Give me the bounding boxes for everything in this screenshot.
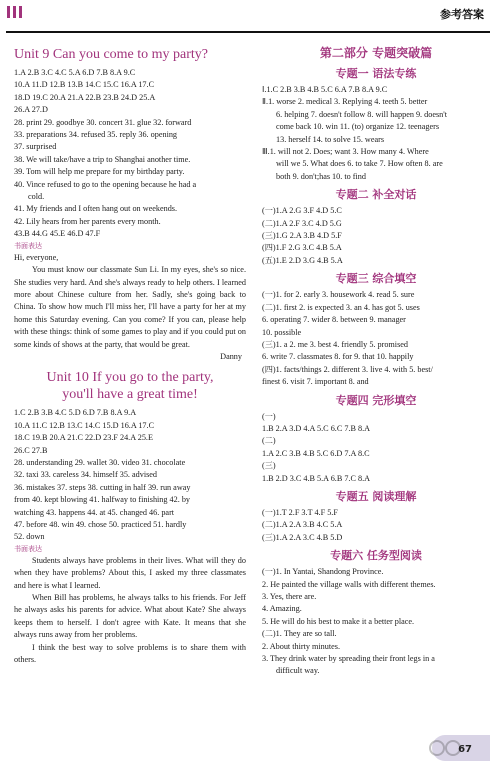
answer-line: (二)1.A 2.A 3.B 4.C 5.A <box>262 520 343 530</box>
answer-line: finest 6. visit 7. important 8. and <box>262 377 369 387</box>
answer-line: 10. possible <box>262 327 302 337</box>
answer-line: 43.B 44.G 45.E 46.D 47.F <box>14 229 101 239</box>
answer-line: 1.A 2.B 3.C 4.C 5.A 6.D 7.B 8.A 9.C <box>14 68 136 77</box>
answer-line: (三) <box>262 461 276 471</box>
answer-line: 13. herself 14. to solve 15. wears <box>276 134 385 144</box>
answer-line: 28. print 29. goodbye 30. concert 31. glue 32. forward <box>14 117 192 127</box>
answer-line: 52. down <box>14 532 45 542</box>
right-column <box>262 44 490 678</box>
answer-line: Ⅰ.1.C 2.B 3.B 4.B 5.C 6.A 7.B 8.A 9.C <box>262 85 388 94</box>
writing-section-label: 书面表达 <box>14 544 42 553</box>
answer-line: 32. taxi 33. careless 34. himself 35. advised <box>14 470 158 480</box>
topic2-title: 专题二 补全对话 <box>335 188 417 202</box>
answer-line: 6. write 7. classmates 8. for 9. that 10. happily <box>262 352 414 362</box>
answer-line: 5. He will do his best to make it a better place. <box>262 616 415 626</box>
answer-line: 36. mistakes 37. steps 38. cutting in half 39. run away <box>14 482 191 492</box>
header-rule <box>6 31 490 33</box>
answer-line: 3. Yes, there are. <box>262 592 317 601</box>
essay-greeting: Hi, everyone, <box>14 252 59 262</box>
answer-line: Ⅲ.1. will not 2. Does; want 3. How many 4. Where <box>262 147 429 157</box>
page-header <box>0 0 500 40</box>
answer-line: 10.A 11.C 12.B 13.C 14.C 15.D 16.A 17.C <box>14 420 155 430</box>
essay-paragraph: I think the best way to solve problems is to share them with others. <box>14 642 246 665</box>
answer-line: (三)1. a 2. me 3. best 4. friendly 5. promised <box>262 339 408 349</box>
unit9-title: Unit 9 Can you come to my party? <box>14 47 209 62</box>
unit10-title <box>14 369 246 403</box>
answer-line: come back 10. win 11. (to) organize 12. teenagers <box>276 122 440 132</box>
topic5-title: 专题五 阅读理解 <box>335 489 417 503</box>
topic3-title: 专题三 综合填空 <box>335 272 417 286</box>
answer-line: from 40. kept blowing 41. halfway to finishing 42. by <box>14 495 191 505</box>
part-title: 第二部分 专题突破篇 <box>319 46 433 60</box>
answer-line: (一)1. In Yantai, Shandong Province. <box>262 567 384 577</box>
topic4-title: 专题四 完形填空 <box>335 393 417 407</box>
essay-signature: Danny <box>220 351 242 361</box>
answer-line: (二)1. They are so tall. <box>262 629 337 639</box>
answer-line: 1.C 2.B 3.B 4.C 5.D 6.D 7.B 8.A 9.A <box>14 408 137 418</box>
answer-line: (四)1.F 2.G 3.C 4.B 5.A <box>262 243 342 253</box>
unit10-title-line1: Unit 10 If you go to the party, <box>46 370 214 386</box>
answer-line: 26.C 27.B <box>14 445 48 455</box>
topic1-title: 专题一 语法专练 <box>335 67 417 80</box>
topic6-title: 专题六 任务型阅读 <box>330 549 422 563</box>
answer-line: 6. operating 7. wider 8. between 9. manager <box>262 315 406 325</box>
unit9-answers <box>14 67 246 241</box>
answer-line: 38. We will take/have a trip to Shanghai another time. <box>14 154 191 164</box>
essay-paragraph: When Bill has problems, he always talks to his friends. For Jeff he always asks his parents for advice. What about Kate? She always keeps them to herself. I don't agree with Kate. It means that she always runs away from her problems. <box>14 593 246 640</box>
answer-line: 33. preparations 34. refused 35. reply 36. opening <box>14 130 178 140</box>
answer-line: Ⅱ.1. worse 2. medical 3. Replying 4. teeth 5. better <box>262 97 428 107</box>
unit10-answers <box>14 407 246 543</box>
answer-line: (四)1. facts/things 2. different 3. live 4. with 5. best/ <box>262 364 433 374</box>
answer-line: 3. They drink water by spreading their front legs in a <box>262 654 435 664</box>
answer-line: will we 5. What does 6. to take 7. How often 8. are <box>276 159 443 169</box>
page-number: 67 <box>458 743 472 755</box>
essay-paragraph: You must know our classmate Sun Li. In my eyes, she's so nice. She studies very hard. And she's always ready to help others. I learned more about Chinese culture from her. Sadly, she's going back to China. To show how much I'll miss her, I'll have a party for her at my home this Saturday evening. Can you come? If you can, please help with these things: think of some games to play and if you could put on some kinds of shows at the party, that would be great. <box>14 265 246 349</box>
answer-line: 40. Vince refused to go to the opening because he had a <box>14 179 197 189</box>
answer-line: (三)1.A 2.A 3.C 4.B 5.D <box>262 532 343 542</box>
answer-line: 1.B 2.D 3.C 4.B 5.A 6.B 7.C 8.A <box>262 473 371 483</box>
answer-line: 47. before 48. win 49. chose 50. practiced 51. hardly <box>14 520 187 529</box>
answer-line: (二)1.A 2.F 3.C 4.D 5.G <box>262 218 342 228</box>
answer-line: 1.A 2.C 3.B 4.B 5.C 6.D 7.A 8.C <box>262 448 370 458</box>
answer-line: watching 43. happens 44. at 45. changed 46. part <box>14 507 175 517</box>
essay-paragraph: Students always have problems in their lives. What will they do when they have problems? About this, I asked my three classmates and here is what I learned. <box>14 555 246 590</box>
answer-line: 6. helping 7. doesn't follow 8. will happen 9. doesn't <box>276 109 448 119</box>
answer-line: (二) <box>262 436 276 446</box>
answer-line: cold. <box>28 192 45 202</box>
answer-line: (一)1. for 2. early 3. housework 4. read 5. sure <box>262 290 415 300</box>
answer-line: 41. My friends and I often hang out on weekends. <box>14 204 178 214</box>
answer-line: both 9. don't;has 10. to find <box>276 171 366 181</box>
answer-line: 2. About thirty minutes. <box>262 641 341 651</box>
answer-line: (五)1.E 2.D 3.G 4.B 5.A <box>262 255 343 265</box>
answer-line: 26.A 27.D <box>14 105 48 115</box>
left-column <box>14 44 246 666</box>
answer-line: (二)1. first 2. is expected 3. an 4. has got 5. uses <box>262 302 420 312</box>
answer-line: (一)1.A 2.G 3.F 4.D 5.C <box>262 206 342 216</box>
answer-line: (一)1.T 2.F 3.T 4.F 5.F <box>262 507 338 517</box>
answer-line: 2. He painted the village walls with different themes. <box>262 579 436 589</box>
header-title: 参考答案 <box>440 8 484 21</box>
answer-line: 18.C 19.B 20.A 21.C 22.D 23.F 24.A 25.E <box>14 433 153 443</box>
answer-line: (一) <box>262 411 276 421</box>
answer-line: 42. Lily hears from her parents every month. <box>14 216 161 226</box>
unit10-title-line2: you'll have a great time! <box>62 387 198 403</box>
answer-line: 10.A 11.D 12.B 13.B 14.C 15.C 16.A 17.C <box>14 80 155 90</box>
answer-line: (三)1.G 2.A 3.B 4.D 5.F <box>262 231 342 241</box>
writing-section-label: 书面表达 <box>14 241 42 250</box>
answer-line: 39. Tom will help me prepare for my birthday party. <box>14 167 185 177</box>
answer-line: 4. Amazing. <box>262 604 302 614</box>
answer-line: 37. surprised <box>14 142 57 152</box>
answer-line: 1.B 2.A 3.D 4.A 5.C 6.C 7.B 8.A <box>262 423 371 433</box>
answer-line: difficult way. <box>276 666 320 676</box>
answer-line: 18.D 19.C 20.A 21.A 22.B 23.B 24.D 25.A <box>14 92 156 102</box>
header-stripes-icon <box>6 6 24 20</box>
answer-line: 28. understanding 29. wallet 30. video 31. chocolate <box>14 457 186 467</box>
